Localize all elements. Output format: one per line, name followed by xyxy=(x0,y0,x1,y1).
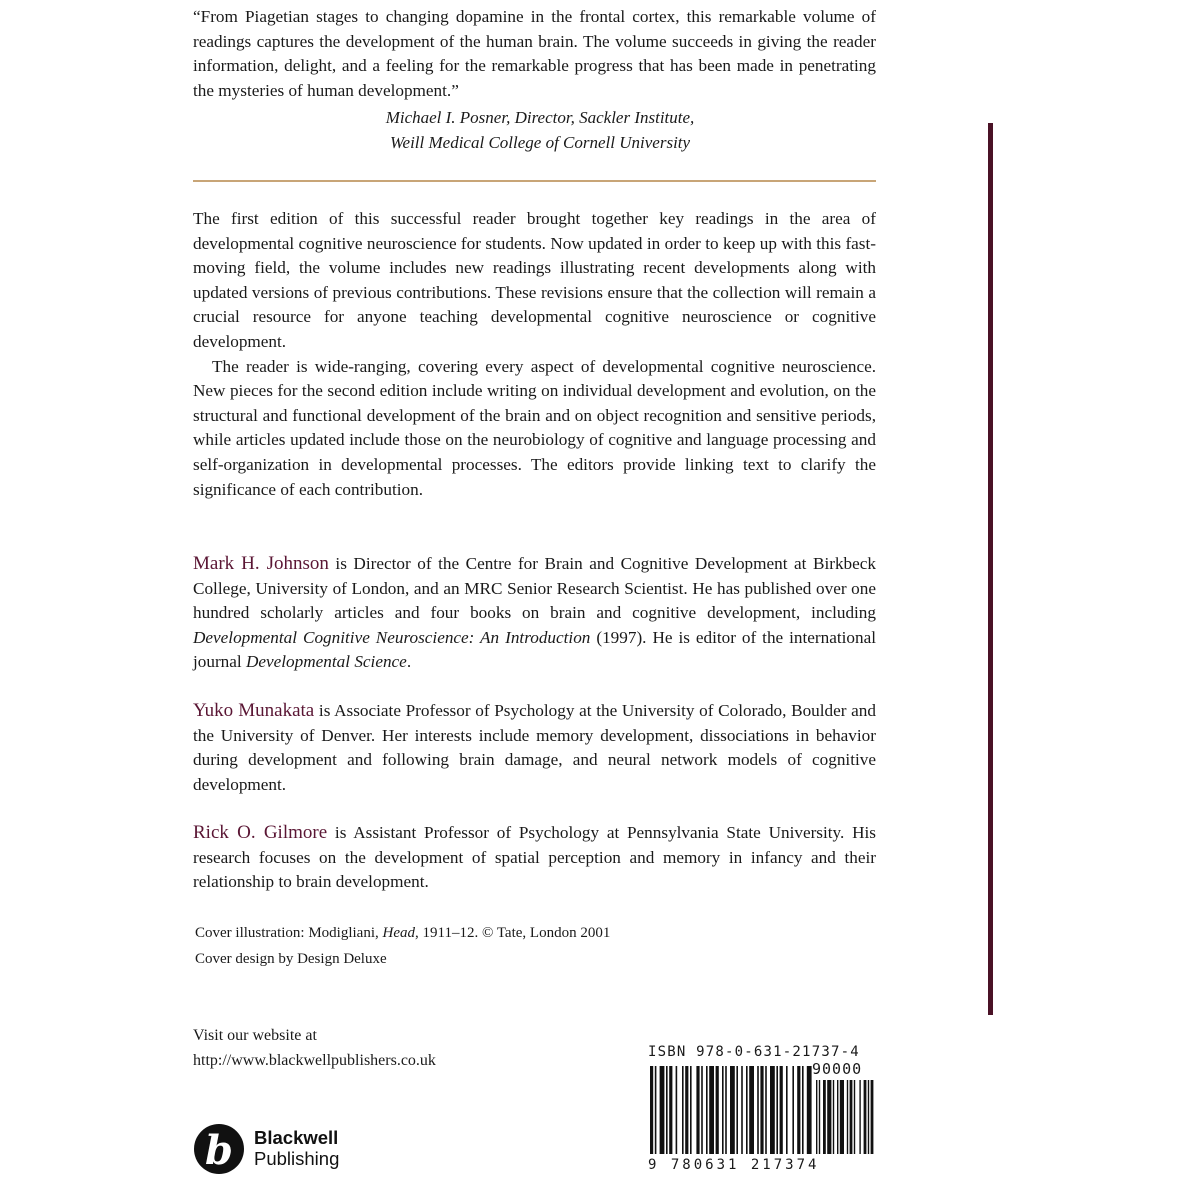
cover-credits xyxy=(195,920,610,972)
addon-bar xyxy=(868,1080,869,1154)
barcode-digits: 9 780631 217374 xyxy=(648,1157,820,1173)
bio-text: is Assistant Professor of Psychology at Pennsylvania State University. His research focuses on the development of spatial perception and memory in infancy and their relationship to brain development. xyxy=(193,823,876,892)
barcode-bar xyxy=(716,1066,719,1154)
attribution-line-2: Weill Medical College of Cornell University xyxy=(389,132,691,152)
barcode-bar xyxy=(765,1066,767,1154)
book-title: Developmental Cognitive Neuroscience: An Introduction xyxy=(193,627,591,647)
barcode-bar xyxy=(802,1066,804,1154)
barcode-bar xyxy=(682,1066,684,1154)
barcode-bar xyxy=(650,1066,653,1154)
barcode-bar xyxy=(690,1066,692,1154)
barcode-bar xyxy=(725,1066,727,1154)
description-paragraph-2: The reader is wide-ranging, covering every aspect of developmental cognitive neuroscience. New pieces for the second edition include writing on individual development and evolution, on the structural and functional development of the brain and on object recognition and sensitive periods, while articles updated include those on the neurobiology of cognitive and language processing and self-organization in developmental processes. The editors provide linking text to clarify the significance of each contribution. xyxy=(193,356,876,499)
bio-text: is Associate Professor of Psychology at the University of Colorado, Boulder and the University of Denver. Her interests include memory development, dissociations in behavior during development and following brain damage, and neural network models of cognitive development. xyxy=(193,701,876,794)
spine-bar xyxy=(988,123,993,1015)
divider-rule xyxy=(193,180,876,182)
isbn-label: ISBN 978-0-631-21737-4 xyxy=(648,1044,860,1060)
bio-text: (1997). He is editor of the international journal xyxy=(193,627,876,672)
barcode-bar xyxy=(685,1066,688,1154)
website-block xyxy=(193,1023,436,1073)
addon-bar xyxy=(871,1080,874,1154)
website-label: Visit our website at xyxy=(193,1027,317,1044)
bio-johnson xyxy=(193,552,876,675)
addon-bar xyxy=(850,1080,853,1154)
barcode-bar xyxy=(706,1066,708,1154)
barcode-bar xyxy=(749,1066,754,1154)
attribution-line-1: Michael I. Posner, Director, Sackler Institute, xyxy=(385,108,695,127)
credit-text: Cover illustration: Modigliani, xyxy=(195,925,383,941)
barcode-bar xyxy=(746,1066,748,1154)
illustration-credit xyxy=(195,920,610,946)
author-name-munakata: Yuko Munakata xyxy=(193,700,315,721)
addon-bar xyxy=(840,1080,844,1154)
barcode-bar xyxy=(741,1066,743,1154)
endorsement-attribution xyxy=(280,106,800,155)
journal-title: Developmental Science xyxy=(245,652,407,672)
bio-text: . xyxy=(406,652,412,672)
barcode-bar xyxy=(730,1066,735,1154)
isbn-barcode xyxy=(648,1062,878,1160)
addon-bar xyxy=(847,1080,848,1154)
addon-bar xyxy=(837,1080,838,1154)
barcode-bar xyxy=(669,1066,672,1154)
barcode-bar xyxy=(701,1066,703,1154)
barcode-bar xyxy=(666,1066,668,1154)
barcode-bar xyxy=(660,1066,665,1154)
addon-bar xyxy=(819,1080,820,1154)
publisher-name xyxy=(254,1127,339,1169)
author-name-johnson: Mark H. Johnson xyxy=(193,553,329,574)
barcode-bar xyxy=(792,1066,794,1154)
bio-gilmore xyxy=(193,821,876,895)
barcode-bar xyxy=(655,1066,657,1154)
barcode-bar xyxy=(676,1066,678,1154)
addon-bar xyxy=(864,1080,867,1154)
artwork-title: Head xyxy=(382,925,415,941)
barcode-bar xyxy=(736,1066,738,1154)
addon-bar xyxy=(823,1080,826,1154)
logo-letter: b xyxy=(205,1127,233,1174)
barcode-bar xyxy=(696,1066,699,1154)
book-description xyxy=(193,207,876,502)
barcode-bar xyxy=(770,1066,775,1154)
barcode-bar xyxy=(807,1066,812,1154)
blackwell-logo-icon xyxy=(193,1123,245,1175)
barcode-bar xyxy=(757,1066,759,1154)
barcode-bar xyxy=(776,1066,778,1154)
barcode-bar xyxy=(709,1066,714,1154)
description-paragraph-1: The first edition of this successful reader brought together key readings in the area of developmental cognitive neuroscience for students. Now updated in order to keep up with this fast-moving field, the volume includes new readings illustrating recent developments along with updated versions of previous contributions. These revisions ensure that the collection will remain a crucial resource for anyone teaching developmental cognitive neuroscience or cognitive development. xyxy=(193,209,876,351)
addon-bar xyxy=(859,1080,860,1154)
barcode-bar xyxy=(780,1066,783,1154)
barcode-bar xyxy=(722,1066,724,1154)
addon-bar xyxy=(827,1080,831,1154)
publisher-name-line-2: Publishing xyxy=(254,1148,340,1169)
publisher-name-line-1: Blackwell xyxy=(254,1127,339,1148)
addon-bar xyxy=(854,1080,855,1154)
design-credit: Cover design by Design Deluxe xyxy=(195,951,387,967)
addon-bar xyxy=(816,1080,817,1154)
addon-bar xyxy=(833,1080,834,1154)
barcode-bar xyxy=(786,1066,788,1154)
barcode-bar xyxy=(760,1066,763,1154)
endorsement-quote: “From Piagetian stages to changing dopamine in the frontal cortex, this remarkable volume of readings captures the development of the human brain. The volume succeeds in giving the reader information, delight, and a feeling for the remarkable progress that has been made in penetrating the mysteries of human development.” xyxy=(193,7,876,100)
price-addon-code: 90000 xyxy=(812,1060,863,1078)
author-name-gilmore: Rick O. Gilmore xyxy=(193,822,328,843)
bio-text: is Director of the Centre for Brain and Cognitive Development at Birkbeck College, University of London, and an MRC Senior Research Scientist. He has published over one hundred scholarly articles and four books on brain and cognitive development, including xyxy=(193,554,876,623)
website-url[interactable]: http://www.blackwellpublishers.co.uk xyxy=(193,1052,436,1069)
bio-munakata xyxy=(193,699,876,797)
credit-text: , 1911–12. © Tate, London 2001 xyxy=(415,925,611,941)
barcode-bar xyxy=(797,1066,800,1154)
